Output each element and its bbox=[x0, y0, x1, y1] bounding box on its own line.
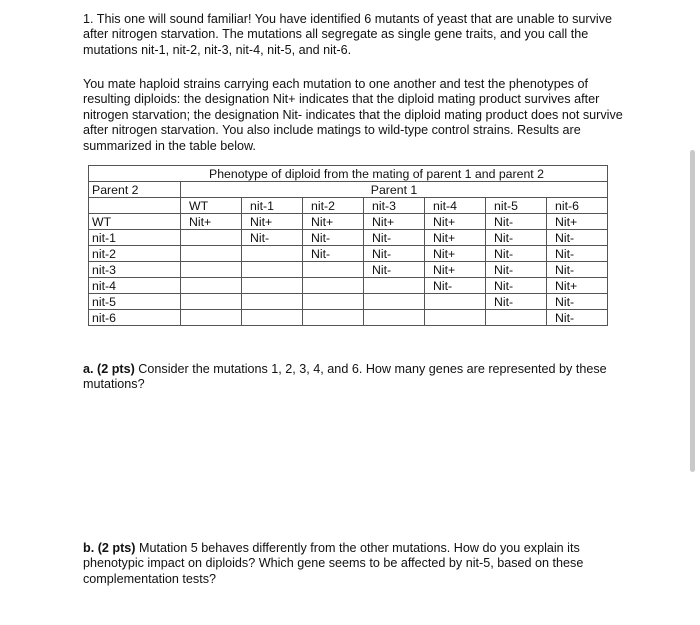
phenotype-cell bbox=[364, 294, 425, 310]
parent2-label: Parent 2 bbox=[89, 182, 181, 198]
column-header: nit-3 bbox=[364, 198, 425, 214]
question-a-label: a. (2 pts) bbox=[83, 362, 135, 376]
phenotype-cell: Nit- bbox=[303, 246, 364, 262]
row-label: nit-6 bbox=[89, 310, 181, 326]
phenotype-cell: Nit- bbox=[486, 214, 547, 230]
phenotype-cell bbox=[242, 246, 303, 262]
phenotype-cell: Nit- bbox=[547, 294, 608, 310]
question-b bbox=[83, 541, 623, 587]
phenotype-cell: Nit- bbox=[364, 246, 425, 262]
phenotype-cell: Nit- bbox=[486, 246, 547, 262]
phenotype-cell: Nit- bbox=[486, 278, 547, 294]
row-label: WT bbox=[89, 214, 181, 230]
table-row bbox=[89, 294, 608, 310]
phenotype-cell: Nit+ bbox=[425, 214, 486, 230]
question-a bbox=[83, 362, 623, 393]
row-label: nit-2 bbox=[89, 246, 181, 262]
phenotype-cell bbox=[181, 262, 242, 278]
vertical-scrollbar[interactable] bbox=[690, 150, 695, 472]
phenotype-cell: Nit+ bbox=[547, 214, 608, 230]
phenotype-table bbox=[88, 165, 608, 326]
phenotype-cell: Nit+ bbox=[425, 230, 486, 246]
phenotype-cell bbox=[181, 310, 242, 326]
phenotype-cell: Nit- bbox=[486, 294, 547, 310]
column-header: nit-6 bbox=[547, 198, 608, 214]
phenotype-cell bbox=[181, 246, 242, 262]
question-b-label: b. (2 pts) bbox=[83, 541, 136, 555]
phenotype-cell: Nit+ bbox=[547, 278, 608, 294]
row-label: nit-3 bbox=[89, 262, 181, 278]
corner-cell bbox=[89, 198, 181, 214]
parent1-label: Parent 1 bbox=[181, 182, 608, 198]
mating-description: You mate haploid strains carrying each mutation to one another and test the phenotypes of resulting diploids: the designation Nit+ indicates that the diploid mating product survives after nitrogen starvation; the designation Nit- indicates that the diploid mating product does not survive after nitrogen starvation. You also include matings to wild-type control strains. Results are summarized in the table below. bbox=[83, 77, 623, 153]
phenotype-cell bbox=[181, 278, 242, 294]
phenotype-cell bbox=[242, 262, 303, 278]
phenotype-cell: Nit- bbox=[547, 246, 608, 262]
row-label: nit-5 bbox=[89, 294, 181, 310]
column-header: nit-2 bbox=[303, 198, 364, 214]
phenotype-cell bbox=[303, 310, 364, 326]
phenotype-cell: Nit+ bbox=[181, 214, 242, 230]
phenotype-cell: Nit- bbox=[425, 278, 486, 294]
phenotype-cell bbox=[425, 294, 486, 310]
column-header: nit-5 bbox=[486, 198, 547, 214]
phenotype-cell: Nit- bbox=[486, 230, 547, 246]
phenotype-cell bbox=[181, 230, 242, 246]
phenotype-cell bbox=[364, 310, 425, 326]
phenotype-cell bbox=[486, 310, 547, 326]
table-row bbox=[89, 246, 608, 262]
phenotype-cell: Nit- bbox=[303, 230, 364, 246]
phenotype-cell bbox=[181, 294, 242, 310]
question-a-text: Consider the mutations 1, 2, 3, 4, and 6. How many genes are represented by these mutations? bbox=[83, 362, 607, 392]
row-label: nit-4 bbox=[89, 278, 181, 294]
phenotype-cell bbox=[242, 278, 303, 294]
phenotype-cell: Nit- bbox=[547, 262, 608, 278]
phenotype-cell bbox=[242, 294, 303, 310]
table-row bbox=[89, 310, 608, 326]
phenotype-cell: Nit+ bbox=[425, 262, 486, 278]
table-row bbox=[89, 230, 608, 246]
phenotype-cell: Nit+ bbox=[303, 214, 364, 230]
phenotype-cell: Nit+ bbox=[364, 214, 425, 230]
table-row bbox=[89, 278, 608, 294]
table-row bbox=[89, 262, 608, 278]
phenotype-cell: Nit- bbox=[486, 262, 547, 278]
phenotype-cell bbox=[242, 310, 303, 326]
column-header: nit-4 bbox=[425, 198, 486, 214]
phenotype-cell: Nit+ bbox=[425, 246, 486, 262]
phenotype-cell bbox=[303, 262, 364, 278]
phenotype-cell bbox=[425, 310, 486, 326]
column-header: WT bbox=[181, 198, 242, 214]
table-row bbox=[89, 214, 608, 230]
phenotype-cell: Nit- bbox=[547, 230, 608, 246]
phenotype-cell: Nit+ bbox=[242, 214, 303, 230]
problem-intro: 1. This one will sound familiar! You have identified 6 mutants of yeast that are unable to survive after nitrogen starvation. The mutations all segregate as single gene traits, and you call the mutations nit-1, nit-2, nit-3, nit-4, nit-5, and nit-6. bbox=[83, 12, 613, 57]
phenotype-cell: Nit- bbox=[364, 262, 425, 278]
phenotype-cell: Nit- bbox=[242, 230, 303, 246]
column-header: nit-1 bbox=[242, 198, 303, 214]
phenotype-cell: Nit- bbox=[547, 310, 608, 326]
question-b-text: Mutation 5 behaves differently from the other mutations. How do you explain its phenotypic impact on diploids? Which gene seems to be affected by nit-5, based on these complementation tests? bbox=[83, 541, 584, 586]
table-caption: Phenotype of diploid from the mating of parent 1 and parent 2 bbox=[89, 166, 608, 182]
phenotype-cell bbox=[303, 294, 364, 310]
phenotype-cell bbox=[364, 278, 425, 294]
phenotype-cell: Nit- bbox=[364, 230, 425, 246]
phenotype-cell bbox=[303, 278, 364, 294]
row-label: nit-1 bbox=[89, 230, 181, 246]
